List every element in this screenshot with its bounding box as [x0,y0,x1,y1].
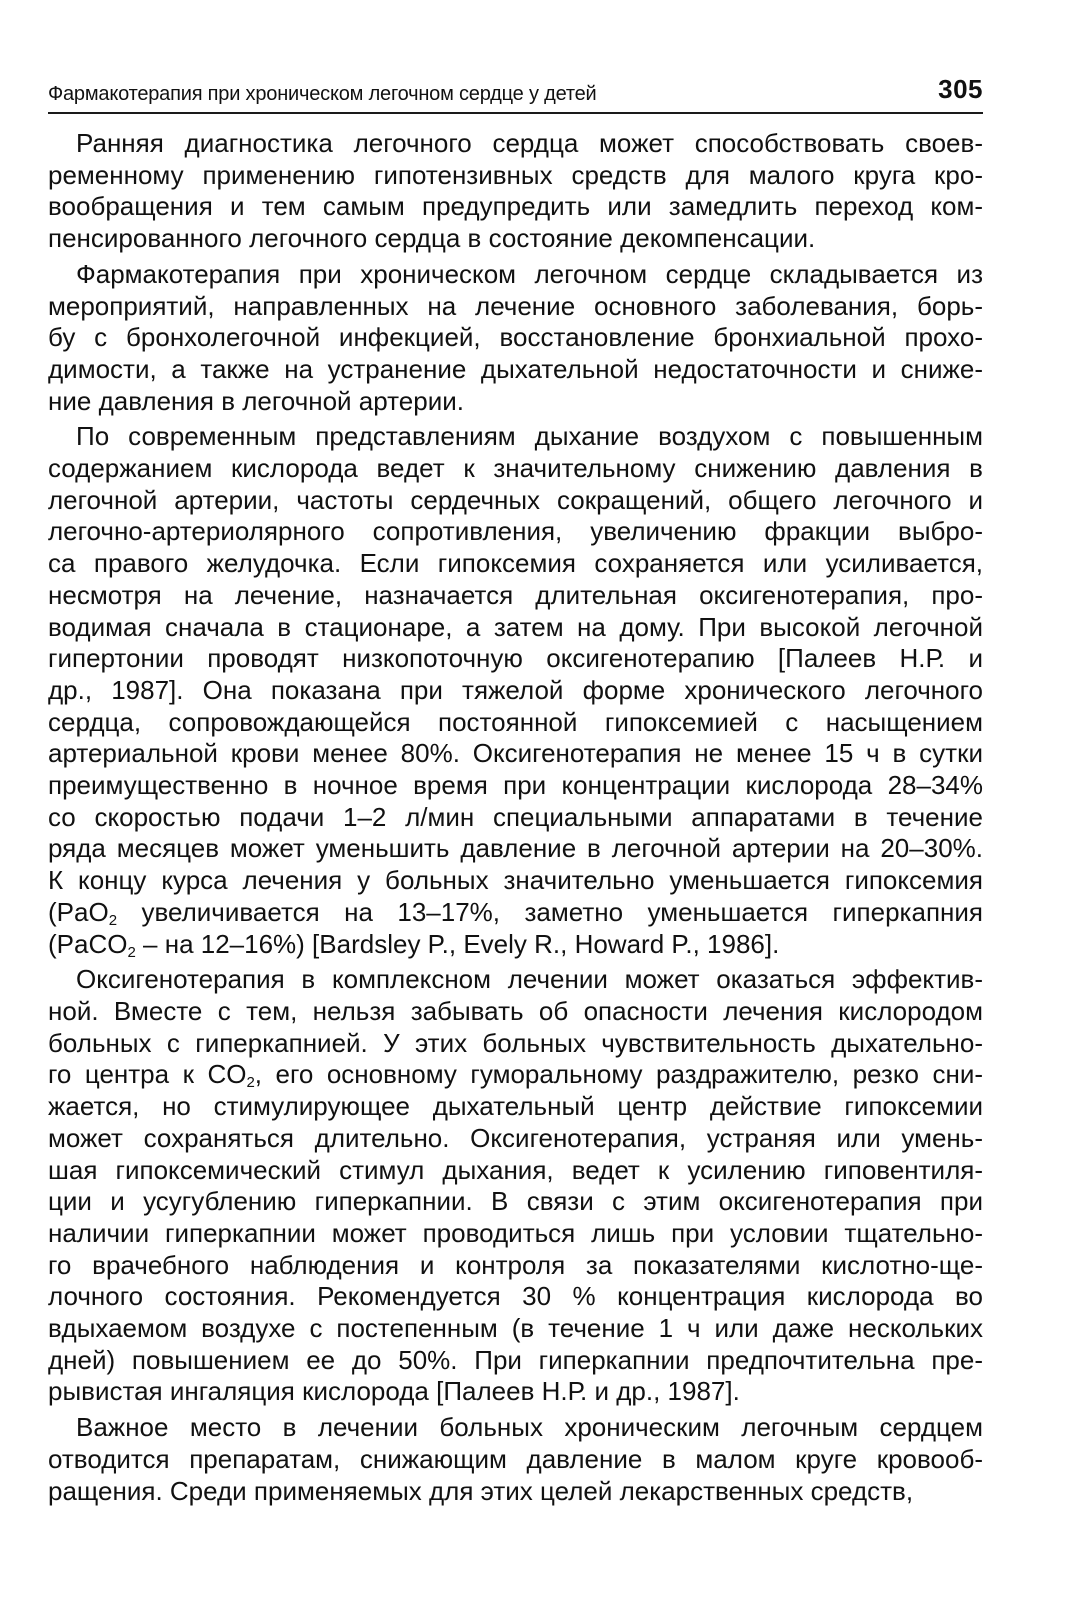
text-run: артериальной крови менее 80%. Оксигенотерапия не менее 15 ч в сутки [48,738,983,769]
text-line [48,259,983,291]
text-run: увеличивается на 13–17%, заметно уменьшается гиперкапния [117,896,983,927]
paragraph [48,1412,983,1507]
text-line [48,865,983,897]
text-run: жается, но стимулирующее дыхательный центр действие гипоксемии [48,1091,983,1122]
text-line [48,485,983,517]
running-header [48,70,983,114]
text-run: Оксигенотерапия в комплексном лечении может оказаться эффектив- [76,964,983,995]
text-run: может сохраняться длительно. Оксигенотерапия, устраняя или умень- [48,1122,983,1153]
text-line [48,1281,983,1313]
text-run: гипертонии проводят низкопоточную оксигенотерапию [Палеев Н.Р. и [48,643,983,674]
text-line [48,1412,983,1444]
text-line [48,1186,983,1218]
text-line [48,833,983,865]
text-run: лочного состояния. Рекомендуется 30 % концентрация кислорода во [48,1281,983,1312]
text-run: легочно-артериолярного сопротивления, увеличению фракции выбро- [48,516,983,547]
paragraph [48,964,983,1408]
text-run: вдыхаемом воздухе с постепенным (в течение 1 ч или даже нескольких [48,1313,983,1344]
text-run: мероприятий, направленных на лечение основного заболевания, борь- [48,290,983,321]
page-number: 305 [938,74,983,104]
paragraph [48,259,983,418]
text-run: ции и усугублению гиперкапнии. В связи с этим оксигенотерапия при [48,1186,983,1217]
text-run: димости, а также на устранение дыхательной недостаточности и сниже- [48,353,983,384]
text-line [48,996,983,1028]
text-run: легочной артерии, частоты сердечных сокращений, общего легочного и [48,484,983,515]
text-run: Ранняя диагностика легочного сердца может способствовать своев- [76,128,983,158]
text-run: са правого желудочка. Если гипоксемия сохраняется или усиливается, [48,548,983,579]
text-line [48,1091,983,1123]
text-run: го центра к CO [48,1059,247,1090]
text-line [48,1345,983,1377]
text-line [48,1218,983,1250]
text-run: ременному применению гипотензивных средств для малого круга кро- [48,159,983,190]
text-run: Фармакотерапия при хроническом легочном сердце складывается из [76,258,983,289]
text-run: отводится препаратам, снижающим давление в малом круге кровооб- [48,1443,983,1474]
text-line [48,453,983,485]
text-line [48,964,983,996]
text-run: содержанием кислорода ведет к значительному снижению давления в [48,453,983,484]
text-line [48,191,983,223]
text-run: со скоростью подачи 1–2 л/мин специальными аппаратами в течение [48,801,983,832]
text-line [48,1476,983,1508]
text-line [48,802,983,834]
text-line [48,1155,983,1187]
text-run: ряда месяцев может уменьшить давление в легочной артерии на 20–30%. [48,833,983,864]
text-line [48,770,983,802]
text-line [48,929,983,961]
body-text [48,128,983,1507]
text-line [48,160,983,192]
text-run: ращения. Среди применяемых для этих целей лекарственных средств, [48,1475,914,1506]
text-line [48,386,983,418]
paragraph [48,128,983,255]
text-run: вообращения и тем самым предупредить или замедлить переход ком- [48,191,983,222]
subscript: 2 [246,1074,255,1092]
text-line [48,580,983,612]
text-run: рывистая ингаляция кислорода [Палеев Н.Р. и др., 1987]. [48,1376,740,1407]
paragraph [48,421,983,960]
text-run: По современным представлениям дыхание воздухом с повышенным [76,421,983,452]
text-line [48,516,983,548]
running-header-title: Фармакотерапия при хроническом легочном сердце у детей [48,83,597,105]
text-line [48,548,983,580]
text-run: бу с бронхолегочной инфекцией, восстановление бронхиальной прохо- [48,322,983,353]
text-line [48,223,983,255]
text-line [48,612,983,644]
text-line [48,643,983,675]
text-run: наличии гиперкапнии может проводиться лишь при условии тщательно- [48,1217,983,1248]
text-run: , его основному гуморальному раздражителю, резко сни- [254,1059,983,1090]
text-run: пенсированного легочного сердца в состояние декомпенсации. [48,223,816,254]
text-run: Важное место в лечении больных хроническим легочным сердцем [76,1412,983,1443]
text-line [48,1444,983,1476]
text-run: (PaCO [48,928,128,959]
text-run: ной. Вместе с тем, нельзя забывать об опасности лечения кислородом [48,995,983,1026]
subscript: 2 [127,943,136,961]
text-line [48,354,983,386]
text-run: преимущественно в ночное время при концентрации кислорода 28–34% [48,770,983,801]
text-line [48,1059,983,1091]
text-run: несмотря на лечение, назначается длительная оксигенотерапия, про- [48,579,983,610]
text-run: шая гипоксемический стимул дыхания, ведет к усилению гиповентиля- [48,1154,983,1185]
text-run: – на 12–16%) [Bardsley P., Evely R., Howard P., 1986]. [135,928,780,959]
text-line [48,128,983,160]
text-run: сердца, сопровождающейся постоянной гипоксемией с насыщением [48,706,983,737]
subscript: 2 [108,911,118,929]
text-line [48,1028,983,1060]
text-line [48,1123,983,1155]
text-line [48,675,983,707]
text-run: ние давления в легочной артерии. [48,385,464,416]
text-run: больных с гиперкапнией. У этих больных чувствительность дыхательно- [48,1027,983,1058]
text-run: др., 1987]. Она показана при тяжелой форме хронического легочного [48,674,983,705]
text-line [48,738,983,770]
text-line [48,421,983,453]
text-line [48,1313,983,1345]
text-line [48,897,983,929]
text-run: дней) повышением ее до 50%. При гиперкапнии предпочтительна пре- [48,1344,983,1375]
text-run: водимая сначала в стационаре, а затем на дому. При высокой легочной [48,611,983,642]
text-run: го врачебного наблюдения и контроля за показателями кислотно-ще- [48,1249,983,1280]
text-line [48,1376,983,1408]
text-line [48,1250,983,1282]
text-run: (PaO [48,896,109,927]
text-run: К концу курса лечения у больных значительно уменьшается гипоксемия [48,865,983,896]
text-line [48,291,983,323]
text-line [48,322,983,354]
text-line [48,707,983,739]
